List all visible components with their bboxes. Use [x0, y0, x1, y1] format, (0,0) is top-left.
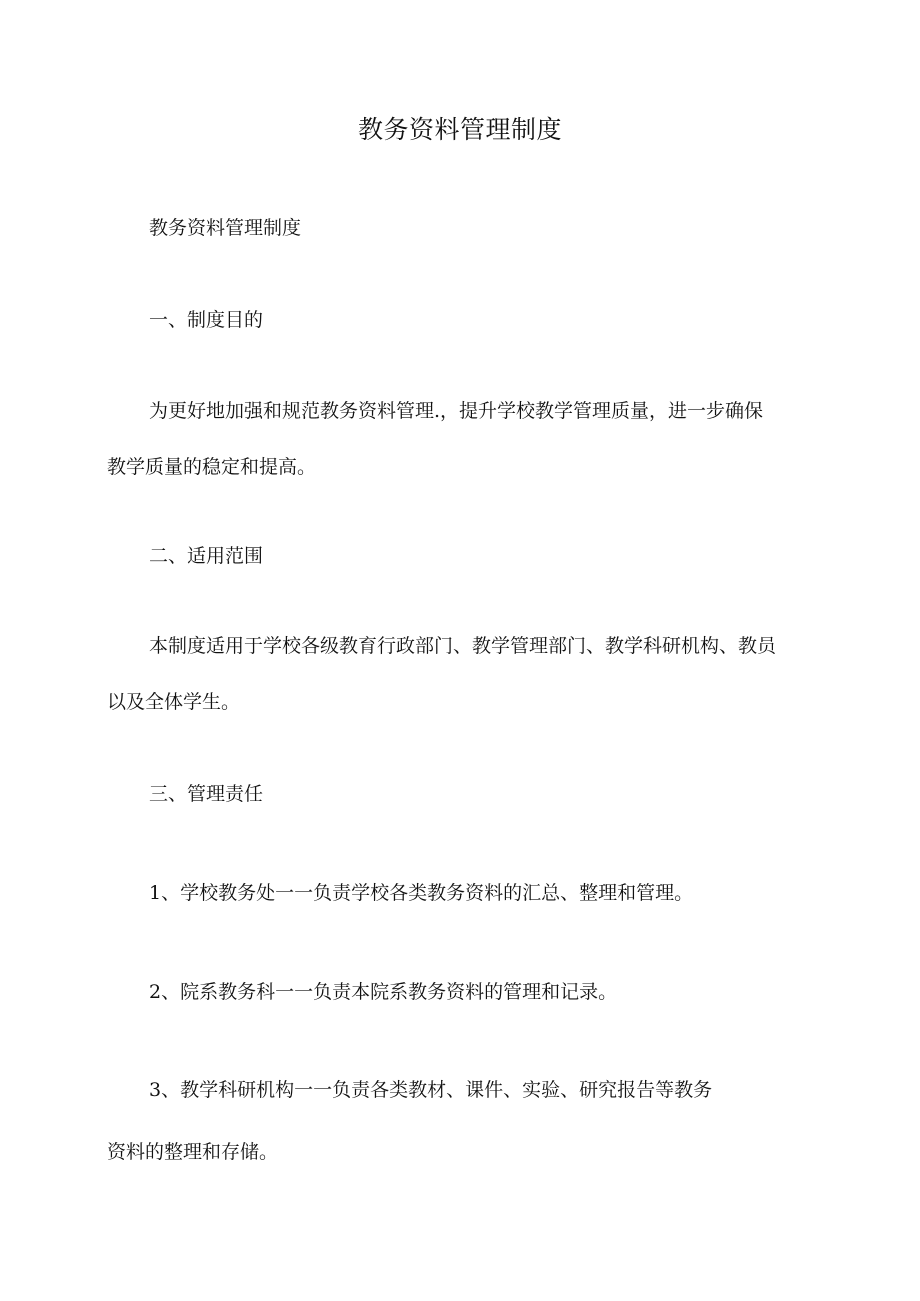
list-item-3-line-1: 3、教学科研机构一一负责各类教材、课件、实验、研究报告等教务	[149, 1079, 713, 1101]
paragraph-scope-line-1: 本制度适用于学校各级教育行政部门、教学管理部门、教学科研机构、教员	[149, 635, 777, 657]
paragraph-scope-line-2: 以及全体学生。	[107, 691, 241, 713]
subtitle-line: 教务资料管理制度	[149, 217, 302, 239]
paragraph-purpose-line-2: 教学质量的稳定和提高。	[107, 456, 317, 478]
list-item-2: 2、院系教务科一一负责本院系教务资料的管理和记录。	[149, 981, 618, 1003]
paragraph-purpose-line-1: 为更好地加强和规范教务资料管理.，提升学校教学管理质量，进一步确保	[149, 400, 764, 422]
list-item-3-line-2: 资料的整理和存储。	[107, 1141, 279, 1163]
section-heading-scope: 二、适用范围	[149, 545, 264, 567]
document-title: 教务资料管理制度	[357, 115, 562, 144]
list-item-1: 1、学校教务处一一负责学校各类教务资料的汇总、整理和管理。	[149, 882, 694, 904]
section-heading-responsibility: 三、管理责任	[149, 783, 264, 805]
section-heading-purpose: 一、制度目的	[149, 309, 264, 331]
